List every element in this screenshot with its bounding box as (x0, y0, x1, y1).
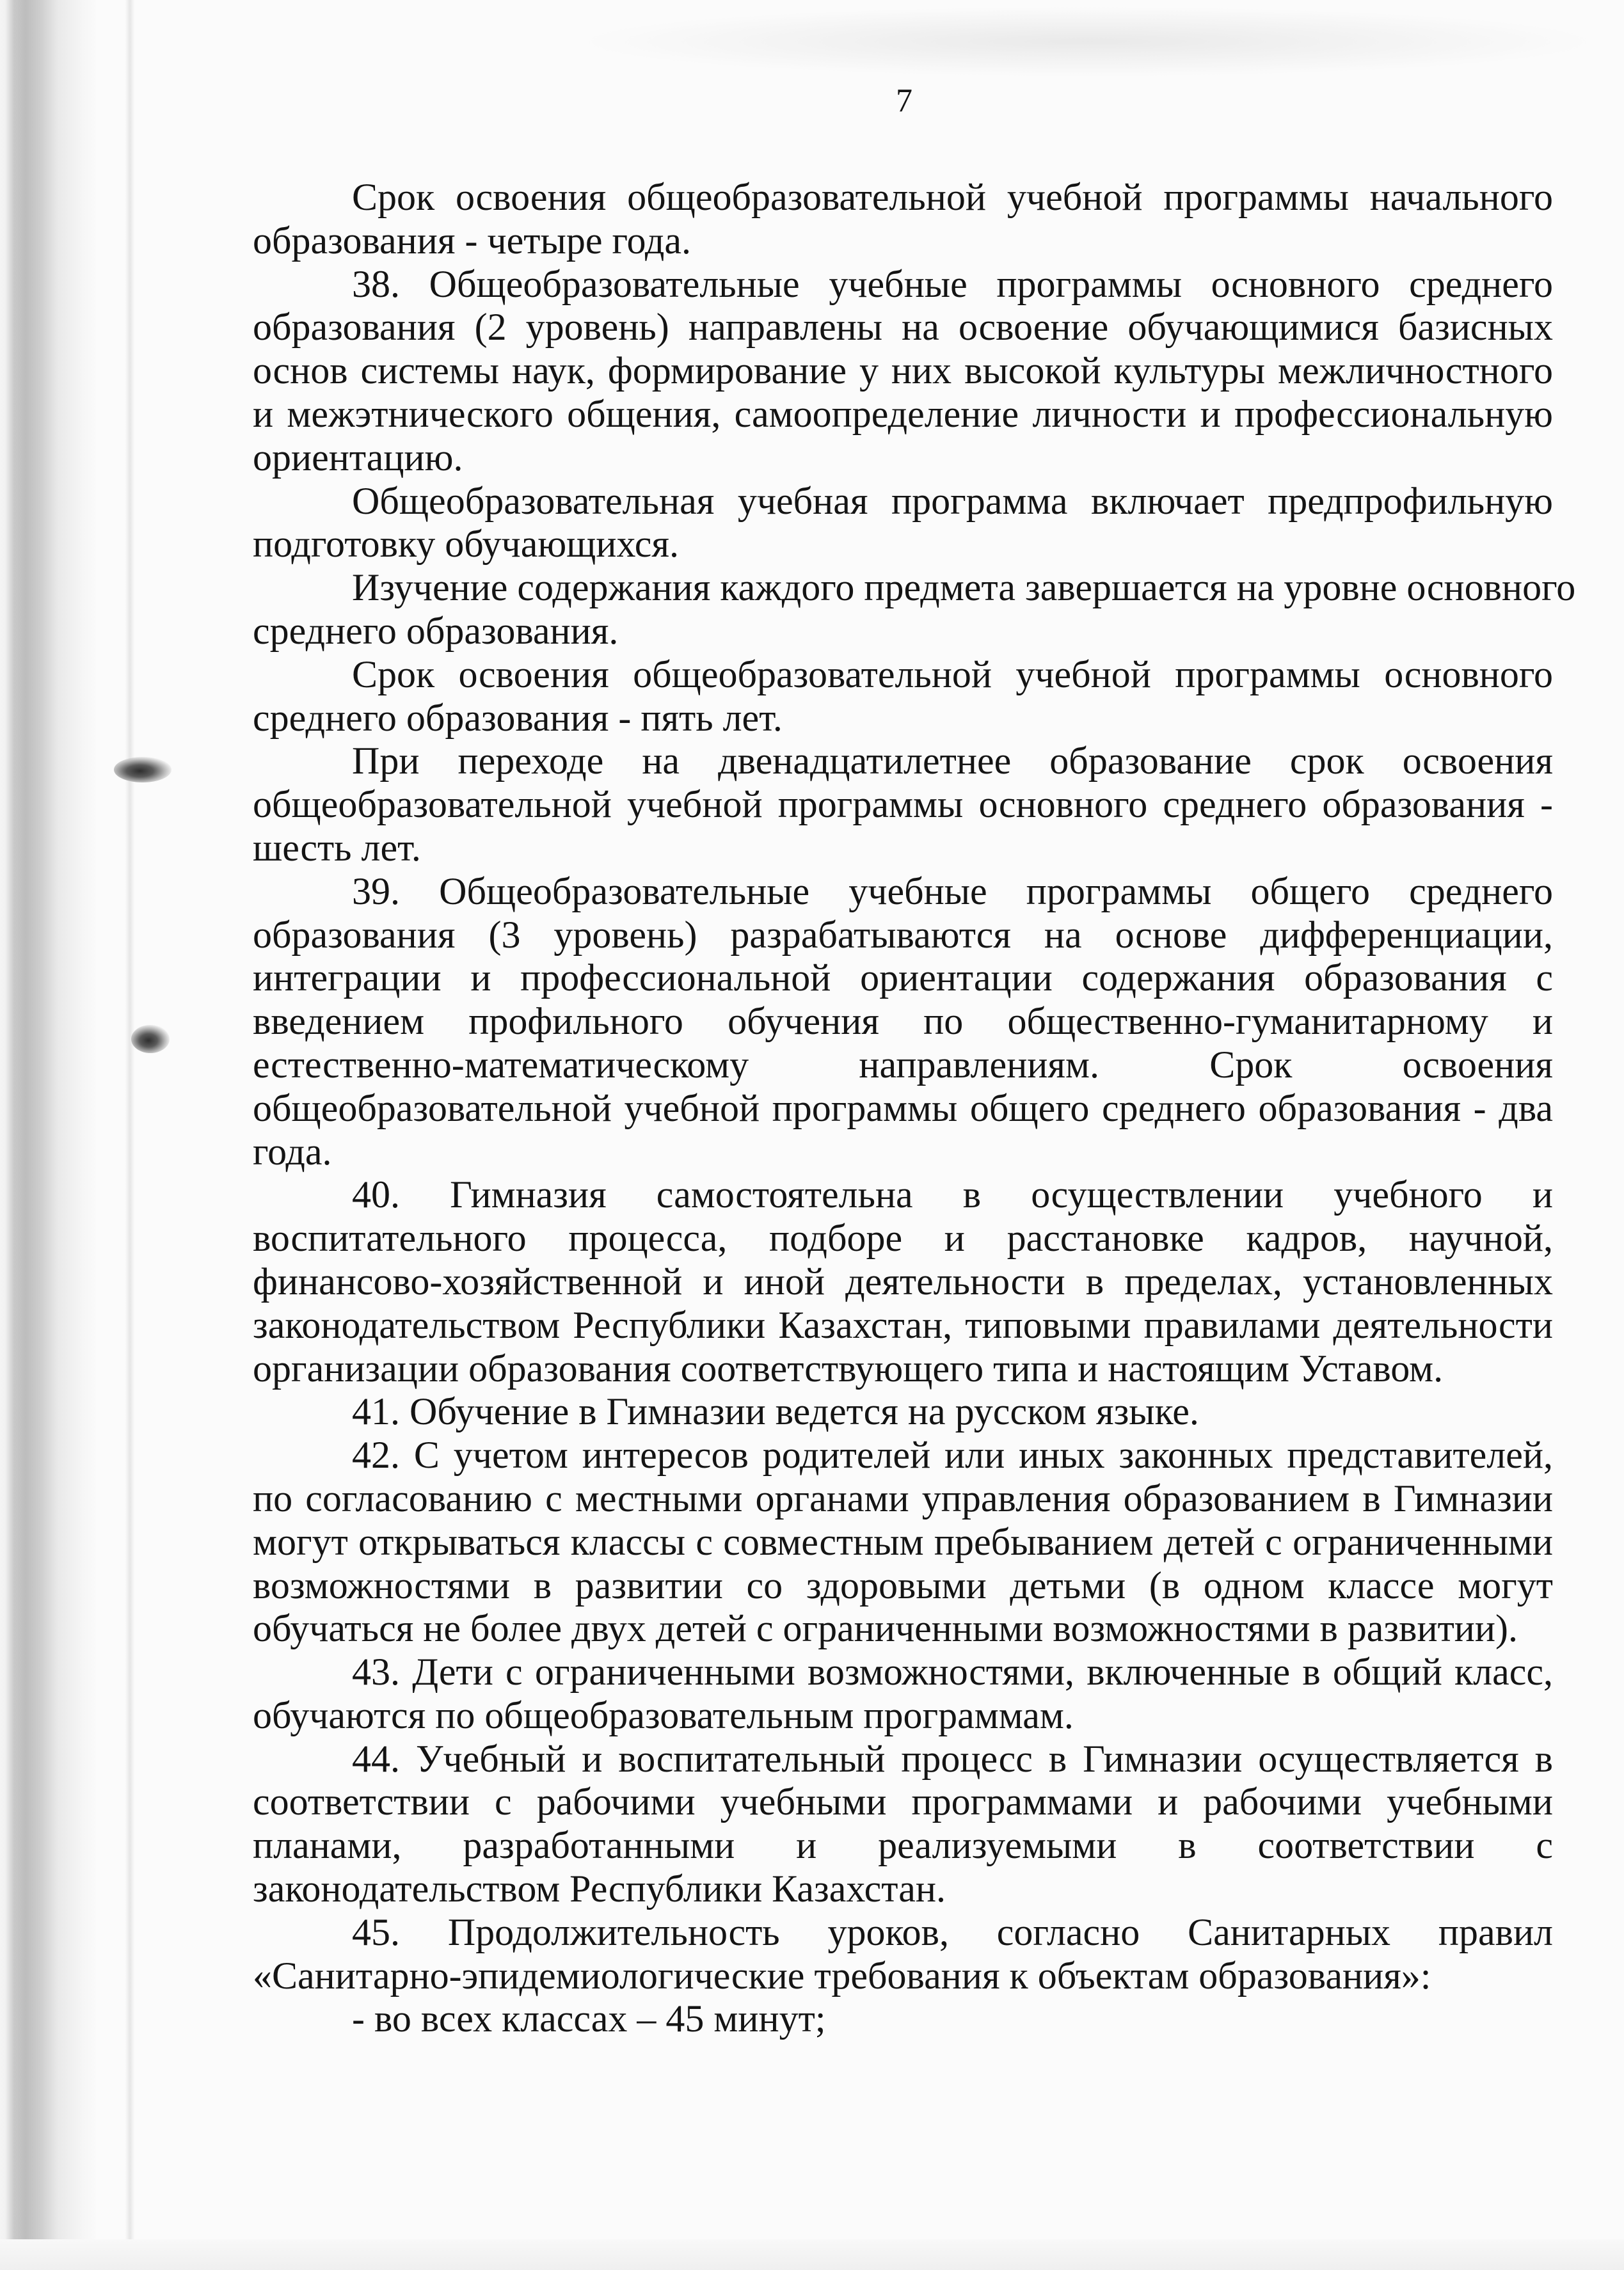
text-line: шесть лет. (253, 826, 421, 869)
text-line: финансово-хозяйственной и иной деятельности в пределах, установленных (253, 1260, 1553, 1303)
text-line: образования (3 уровень) разрабатываются на основе дифференциации, (253, 913, 1553, 956)
text-line: законодательством Республики Казахстан. (253, 1868, 946, 1910)
text-line: 38. Общеобразовательные учебные программы основного среднего (352, 262, 1553, 305)
text-line: Общеобразовательная учебная программа включает предпрофильную (352, 479, 1553, 522)
text-line: 40. Гимназия самостоятельна в осуществлении учебного и (352, 1173, 1553, 1216)
binding-edge-shadow (0, 0, 96, 2270)
page-bottom-edge (0, 2239, 1624, 2270)
text-line: года. (253, 1130, 332, 1173)
text-line: среднего образования. (253, 609, 619, 652)
text-line: по согласованию с местными органами управления образованием в Гимназии (253, 1477, 1553, 1520)
text-line: обучаться не более двух детей с ограниченными возможностями в развитии). (253, 1607, 1518, 1650)
text-line: введением профильного обучения по общественно-гуманитарному и (253, 1000, 1553, 1043)
text-line: и межэтнического общения, самоопределение личности и профессиональную (253, 392, 1553, 435)
text-line: воспитательного процесса, подборе и расстановке кадров, научной, (253, 1217, 1553, 1260)
text-line: могут открываться классы с совместным пребыванием детей с ограниченными (253, 1520, 1553, 1563)
text-line: основ системы наук, формирование у них высокой культуры межличностного (253, 349, 1553, 392)
text-line: Изучение содержания каждого предмета завершается на уровне основного (352, 566, 1576, 609)
text-line: 42. С учетом интересов родителей или иных законных представителей, (352, 1434, 1553, 1477)
text-line: планами, разработанными и реализуемыми в соответствии с (253, 1824, 1553, 1867)
text-line: естественно-математическому направлениям. Срок освоения (253, 1043, 1553, 1086)
document-body (253, 176, 1576, 2041)
text-line: 45. Продолжительность уроков, согласно Санитарных правил (352, 1910, 1553, 1953)
scan-smudge (576, 6, 1600, 77)
text-line: организации образования соответствующего типа и настоящим Уставом. (253, 1347, 1444, 1390)
text-line: 43. Дети с ограниченными возможностями, включенные в общий класс, (352, 1651, 1553, 1694)
binding-fold-line (125, 0, 134, 2270)
text-line: общеобразовательной учебной программы общего среднего образования - два (253, 1086, 1553, 1129)
text-line: среднего образования - пять лет. (253, 696, 783, 739)
page-number: 7 (896, 83, 912, 119)
text-line: образования - четыре года. (253, 219, 691, 262)
text-line: ориентацию. (253, 436, 463, 479)
text-line: 41. Обучение в Гимназии ведется на русском языке. (352, 1390, 1199, 1433)
punch-hole-icon (114, 757, 171, 782)
text-line: «Санитарно-эпидемиологические требования к объектам образования»: (253, 1954, 1431, 1997)
text-line: обучаются по общеобразовательным программам. (253, 1694, 1074, 1736)
text-line: 44. Учебный и воспитательный процесс в Гимназии осуществляется в (352, 1737, 1553, 1780)
text-line: интеграции и профессиональной ориентации содержания образования с (253, 956, 1553, 999)
text-line: Срок освоения общеобразовательной учебной программы основного (352, 653, 1553, 695)
text-line: возможностями в развитии со здоровыми детьми (в одном классе могут (253, 1564, 1553, 1607)
text-line: 39. Общеобразовательные учебные программы общего среднего (352, 869, 1553, 912)
punch-hole-icon (131, 1025, 170, 1053)
text-line: соответствии с рабочими учебными программами и рабочими учебными (253, 1781, 1553, 1823)
text-line: образования (2 уровень) направлены на освоение обучающимися базисных (253, 306, 1553, 349)
text-line: общеобразовательной учебной программы основного среднего образования - (253, 783, 1553, 826)
text-line: законодательством Республики Казахстан, типовыми правилами деятельности (253, 1303, 1553, 1346)
text-line: - во всех классах – 45 минут; (352, 1997, 826, 2040)
text-line: При переходе на двенадцатилетнее образование срок освоения (352, 740, 1553, 782)
text-line: подготовку обучающихся. (253, 523, 679, 566)
text-line: Срок освоения общеобразовательной учебной программы начального (352, 176, 1553, 218)
